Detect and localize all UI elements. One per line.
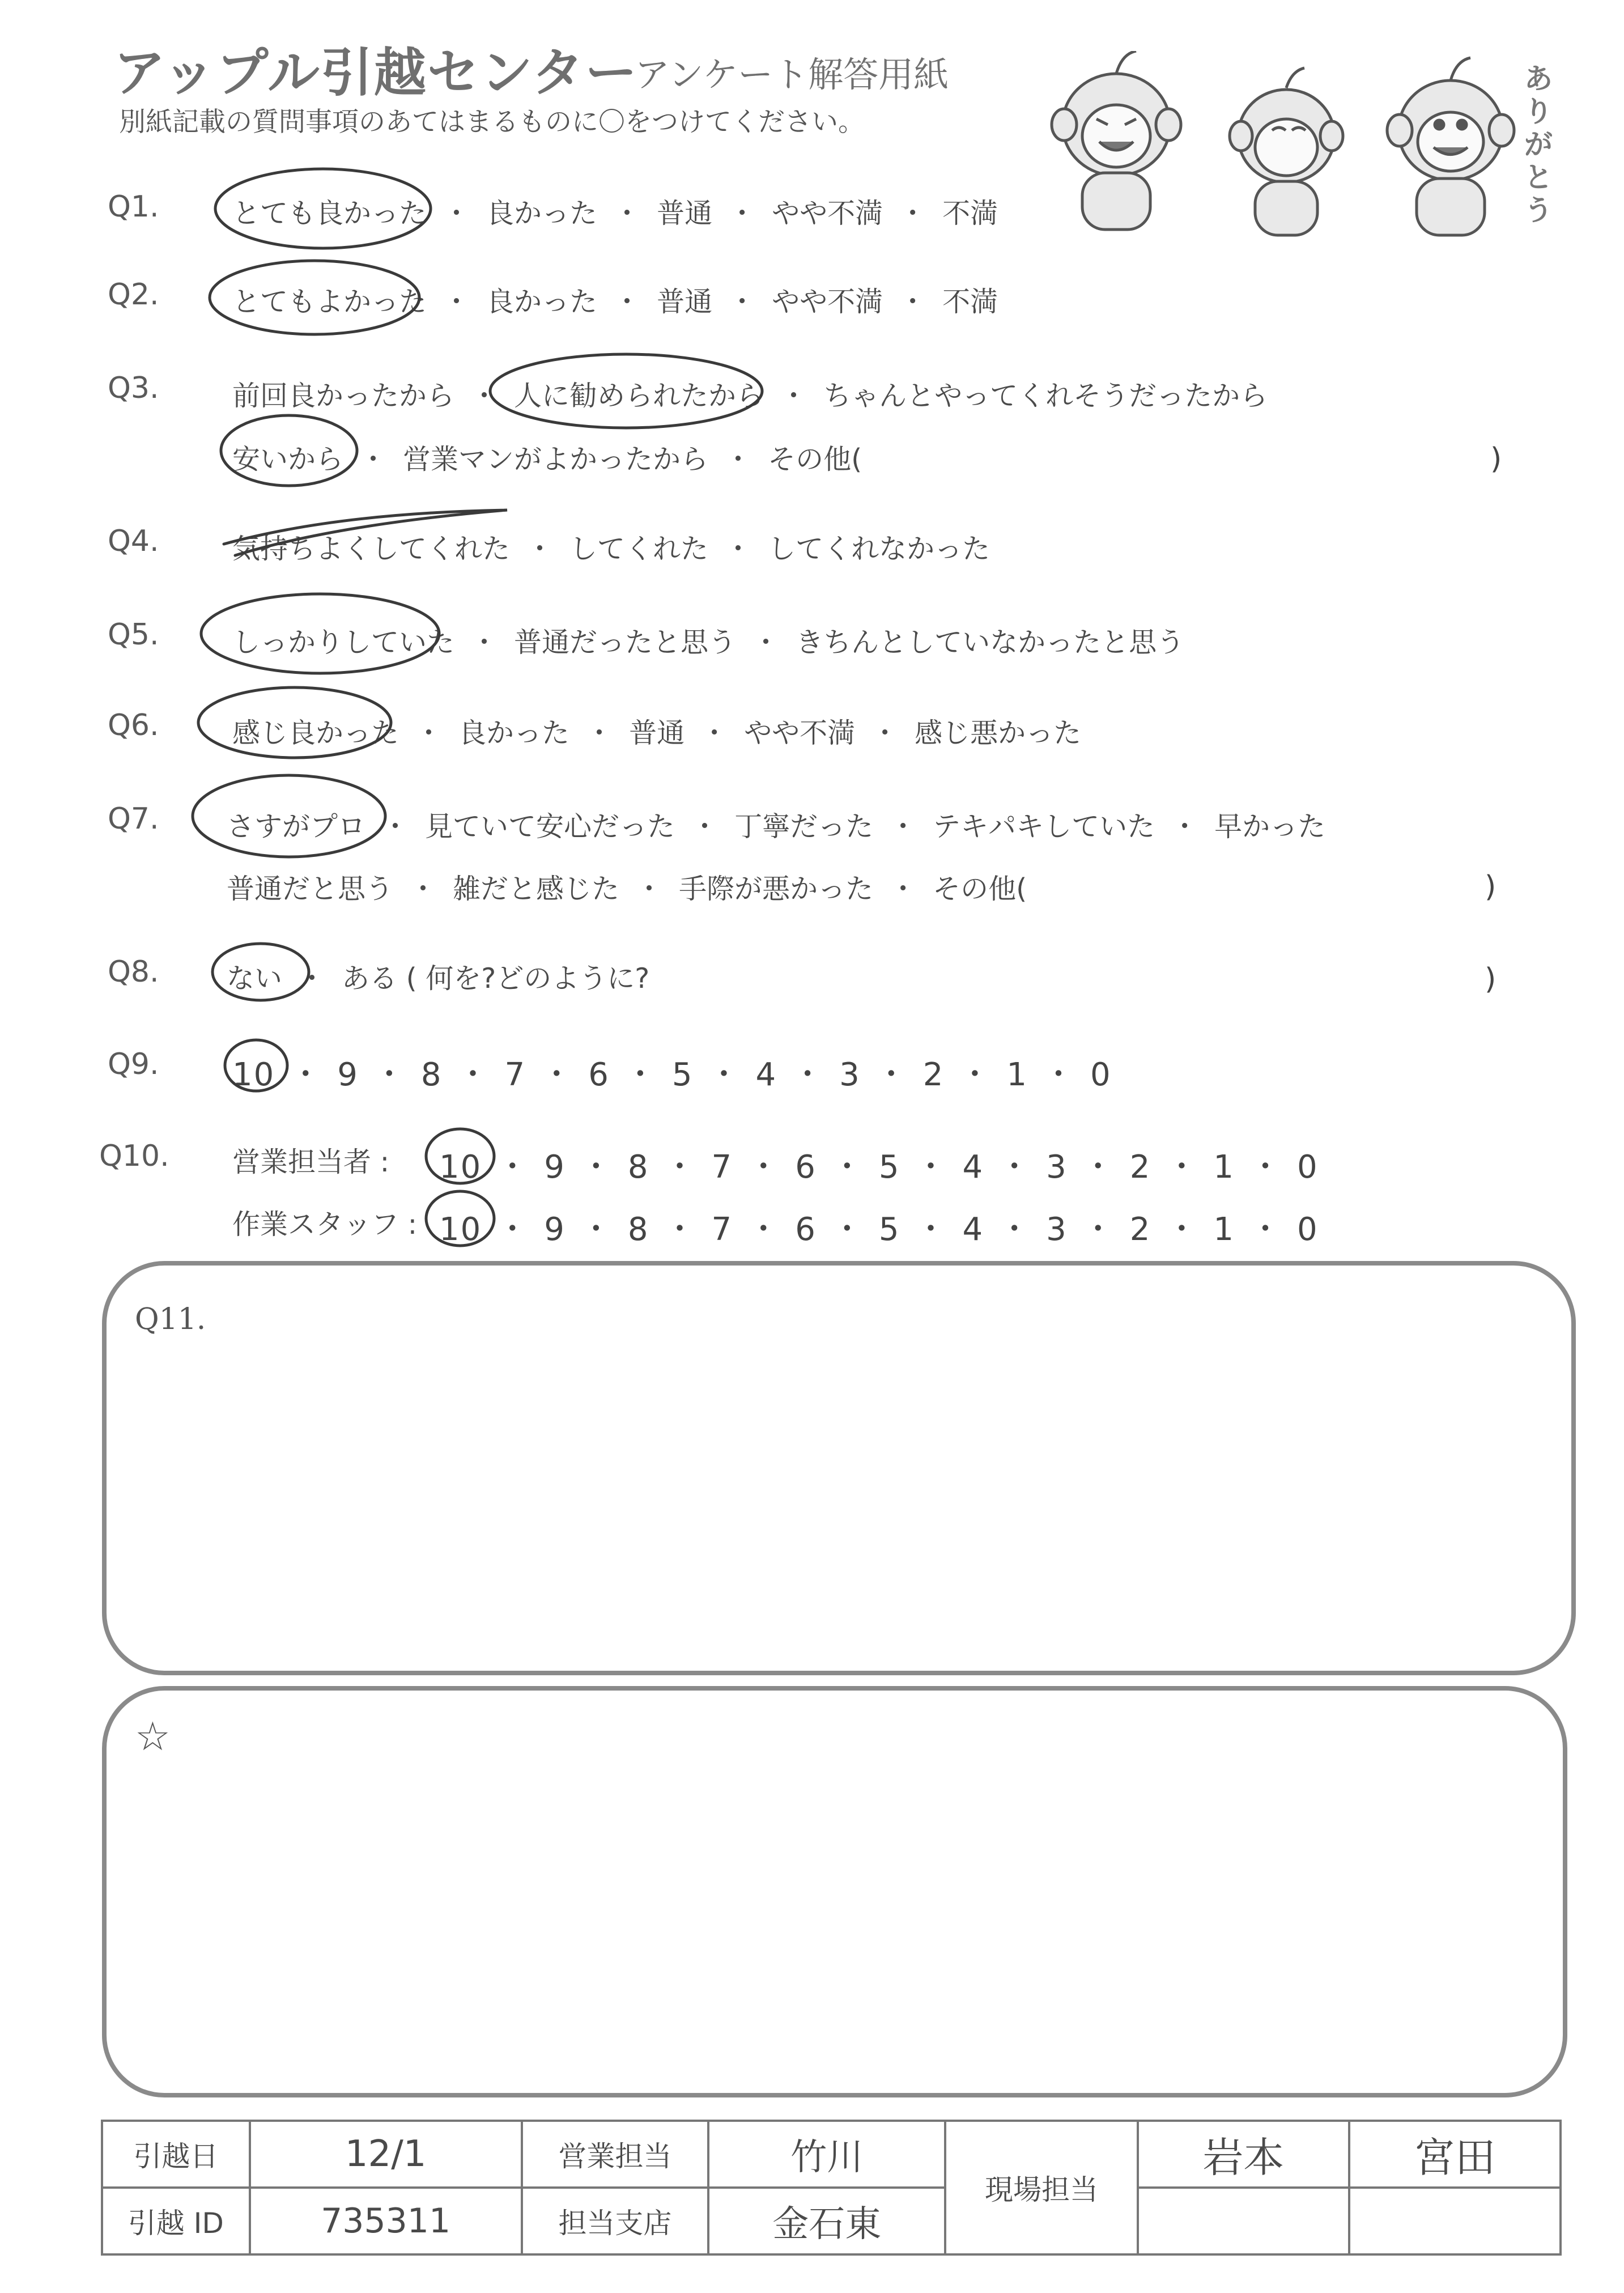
q3-option-5[interactable]: 営業マンがよかったから xyxy=(403,443,709,475)
q2-option-5[interactable]: 不満 xyxy=(942,286,998,318)
q3-option-6[interactable]: その他( xyxy=(768,443,862,475)
q2-option-1[interactable]: とてもよかった xyxy=(232,286,427,318)
q8-close-paren: ) xyxy=(1485,962,1497,996)
q10-sales-score-1[interactable]: 1 xyxy=(1213,1149,1235,1186)
q6-option-4[interactable]: やや不満 xyxy=(744,717,856,749)
q9-score-1[interactable]: 1 xyxy=(1006,1056,1028,1093)
q10-staff-score-0[interactable]: 0 xyxy=(1297,1211,1319,1248)
q7-option-2[interactable]: 見ていて安心だった xyxy=(425,810,675,843)
q6-circle-mark xyxy=(198,687,391,758)
q3-option-4[interactable]: 安いから xyxy=(232,443,344,475)
q10-sales-score-8[interactable]: 8 xyxy=(627,1149,649,1186)
q10-staff-score-2[interactable]: 2 xyxy=(1129,1211,1151,1248)
q7-options-line1: さすがプロ ・ 見ていて安心だった ・ 丁寧だった ・ テキパキしていた ・ 早かった xyxy=(227,810,1326,843)
sales-rep-value[interactable]: 竹川 xyxy=(708,2121,945,2188)
q8-number: Q8. xyxy=(108,955,159,989)
q10-sales-score-5[interactable]: 5 xyxy=(878,1149,900,1186)
q10-staff-score-9[interactable]: 9 xyxy=(544,1211,566,1248)
q5-circle-mark xyxy=(201,594,439,673)
site-staff-empty-2[interactable] xyxy=(1349,2188,1561,2254)
q3-number: Q3. xyxy=(108,371,159,405)
q2-option-4[interactable]: やや不満 xyxy=(772,286,883,318)
q10-sales-circle-mark xyxy=(426,1129,494,1183)
form-subtitle: アンケート解答用紙 xyxy=(635,54,949,95)
q3-close-paren: ) xyxy=(1490,442,1502,476)
q10-sales-score-2[interactable]: 2 xyxy=(1129,1149,1151,1186)
q9-score-5[interactable]: 5 xyxy=(671,1056,694,1093)
branch-label: 担当支店 xyxy=(522,2188,708,2254)
q6-option-2[interactable]: 良かった xyxy=(458,717,570,749)
q10-staff-score-6[interactable]: 6 xyxy=(795,1211,817,1248)
q1-option-2[interactable]: 良かった xyxy=(486,197,598,230)
q4-number: Q4. xyxy=(108,524,159,558)
q10-staff-score-1[interactable]: 1 xyxy=(1213,1211,1235,1248)
q10-sales-score-4[interactable]: 4 xyxy=(962,1149,984,1186)
q9-score-0[interactable]: 0 xyxy=(1090,1056,1112,1093)
q10-staff-scale: 10 ・ 9 ・ 8 ・ 7 ・ 6 ・ 5 ・ 4 ・ 3 ・ 2 ・ 1 ・ 0 xyxy=(439,1211,1319,1248)
q5-option-3[interactable]: きちんとしていなかったと思う xyxy=(796,626,1185,659)
q1-option-1[interactable]: とても良かった xyxy=(232,197,427,230)
q5-number: Q5. xyxy=(108,618,159,652)
q7-option-5[interactable]: 早かった xyxy=(1214,810,1326,843)
q7-option-6[interactable]: 普通だと思う xyxy=(227,873,394,905)
q6-number: Q6. xyxy=(108,708,159,742)
q10-sales-score-9[interactable]: 9 xyxy=(544,1149,566,1186)
site-staff-label: 現場担当 xyxy=(945,2121,1137,2254)
form-title: アップル引越センター xyxy=(113,43,639,103)
q10-sales-label: 営業担当者 : xyxy=(232,1146,390,1178)
q6-options: 感じ良かった ・ 良かった ・ 普通 ・ やや不満 ・ 感じ悪かった xyxy=(232,717,1082,749)
q11-label: Q11. xyxy=(135,1302,206,1336)
q9-scale: 10 ・ 9 ・ 8 ・ 7 ・ 6 ・ 5 ・ 4 ・ 3 ・ 2 ・ 1 ・ 0 xyxy=(232,1056,1112,1093)
q1-option-4[interactable]: やや不満 xyxy=(772,197,883,230)
q10-staff-score-5[interactable]: 5 xyxy=(878,1211,900,1248)
q7-option-7[interactable]: 雑だと感じた xyxy=(453,873,620,905)
q9-score-4[interactable]: 4 xyxy=(755,1056,777,1093)
q7-options-line2: 普通だと思う ・ 雑だと感じた ・ 手際が悪かった ・ その他( xyxy=(227,873,1027,905)
q5-option-1[interactable]: しっかりしていた xyxy=(232,626,455,659)
q9-score-2[interactable]: 2 xyxy=(922,1056,945,1093)
q3-circle-mark-2 xyxy=(221,415,357,486)
site-staff-value-2[interactable]: 宮田 xyxy=(1349,2121,1561,2188)
q2-number: Q2. xyxy=(108,278,159,312)
q9-score-3[interactable]: 3 xyxy=(839,1056,861,1093)
q1-number: Q1. xyxy=(108,190,159,224)
q8-circle-mark xyxy=(212,944,309,1000)
move-id-label: 引越 ID xyxy=(102,2188,250,2254)
q6-option-1[interactable]: 感じ良かった xyxy=(232,717,399,749)
q4-options: 気持ちよくしてくれた ・ してくれた ・ してくれなかった xyxy=(232,533,990,565)
q3-option-1[interactable]: 前回良かったから xyxy=(232,380,455,412)
q9-score-9[interactable]: 9 xyxy=(337,1056,359,1093)
q8-option-2[interactable]: ある ( 何を?どのように? xyxy=(342,962,650,995)
q10-sales-score-6[interactable]: 6 xyxy=(795,1149,817,1186)
q8-options: ない ・ ある ( 何を?どのように? xyxy=(227,962,650,995)
q9-score-8[interactable]: 8 xyxy=(420,1056,443,1093)
q1-options: とても良かった ・ 良かった ・ 普通 ・ やや不満 ・ 不満 xyxy=(232,197,998,230)
q2-circle-mark xyxy=(210,261,419,334)
q10-staff-score-8[interactable]: 8 xyxy=(627,1211,649,1248)
q7-circle-mark xyxy=(193,775,385,857)
q4-option-3[interactable]: してくれなかった xyxy=(768,533,990,565)
form-instructions: 別紙記載の質問事項のあてはまるものに〇をつけてください。 xyxy=(119,107,865,138)
sales-rep-label: 営業担当 xyxy=(522,2121,708,2188)
q10-sales-score-3[interactable]: 3 xyxy=(1046,1149,1068,1186)
q3-options-line2: 安いから ・ 営業マンがよかったから ・ その他( xyxy=(232,443,862,475)
q4-option-1[interactable]: 気持ちよくしてくれた xyxy=(232,533,511,565)
q10-staff-score-7[interactable]: 7 xyxy=(711,1211,733,1248)
q9-circle-mark xyxy=(225,1040,287,1091)
move-date-value[interactable]: 12/1 xyxy=(250,2121,522,2188)
q10-sales-scale: 10 ・ 9 ・ 8 ・ 7 ・ 6 ・ 5 ・ 4 ・ 3 ・ 2 ・ 1 ・ 0 xyxy=(439,1149,1319,1186)
q2-options: とてもよかった ・ 良かった ・ 普通 ・ やや不満 ・ 不満 xyxy=(232,286,998,318)
move-id-value[interactable]: 735311 xyxy=(250,2188,522,2254)
q7-close-paren: ) xyxy=(1485,870,1497,904)
branch-value[interactable]: 金石東 xyxy=(708,2188,945,2254)
move-date-label: 引越日 xyxy=(102,2121,250,2188)
info-table xyxy=(101,2120,1562,2256)
q1-circle-mark xyxy=(215,169,431,248)
q3-options-line1: 前回良かったから ・ 人に勧められたから ・ ちゃんとやってくれそうだったから xyxy=(232,380,1268,412)
q9-score-6[interactable]: 6 xyxy=(588,1056,610,1093)
q10-sales-score-10[interactable]: 10 xyxy=(439,1149,482,1186)
q7-option-4[interactable]: テキパキしていた xyxy=(933,810,1155,843)
q1-option-5[interactable]: 不満 xyxy=(942,197,998,230)
q4-option-2[interactable]: してくれた xyxy=(569,533,709,565)
q8-option-1[interactable]: ない xyxy=(227,962,283,995)
q7-option-8[interactable]: 手際が悪かった xyxy=(679,873,874,905)
site-staff-value-1[interactable]: 岩本 xyxy=(1138,2121,1349,2188)
q7-option-9[interactable]: その他( xyxy=(933,873,1027,905)
site-staff-empty-1[interactable] xyxy=(1138,2188,1349,2254)
q9-number: Q9. xyxy=(108,1047,159,1081)
q6-option-5[interactable]: 感じ悪かった xyxy=(915,717,1082,749)
q7-option-3[interactable]: 丁寧だった xyxy=(734,810,874,843)
q7-number: Q7. xyxy=(108,802,159,836)
star-icon: ☆ xyxy=(135,1713,171,1760)
q7-option-1[interactable]: さすがプロ xyxy=(227,810,366,843)
q10-sales-score-0[interactable]: 0 xyxy=(1297,1149,1319,1186)
q9-score-10[interactable]: 10 xyxy=(232,1056,275,1093)
q6-option-3[interactable]: 普通 xyxy=(629,717,685,749)
q1-option-3[interactable]: 普通 xyxy=(657,197,713,230)
q5-options: しっかりしていた ・ 普通だったと思う ・ きちんとしていなかったと思う xyxy=(232,626,1185,659)
q5-option-2[interactable]: 普通だったと思う xyxy=(514,626,737,659)
q3-circle-mark-1 xyxy=(490,354,762,428)
q2-option-3[interactable]: 普通 xyxy=(657,286,713,318)
q3-option-3[interactable]: ちゃんとやってくれそうだったから xyxy=(823,380,1268,412)
q10-staff-score-4[interactable]: 4 xyxy=(962,1211,984,1248)
q10-staff-score-10[interactable]: 10 xyxy=(439,1211,482,1248)
q10-number: Q10. xyxy=(99,1139,169,1173)
q10-staff-score-3[interactable]: 3 xyxy=(1046,1211,1068,1248)
q4-circle-mark xyxy=(224,510,507,555)
q3-option-2[interactable]: 人に勧められたから xyxy=(514,380,764,412)
q9-score-7[interactable]: 7 xyxy=(504,1056,526,1093)
q10-sales-score-7[interactable]: 7 xyxy=(711,1149,733,1186)
q10-staff-label: 作業スタッフ : xyxy=(232,1208,418,1241)
q10-staff-circle-mark xyxy=(426,1191,494,1246)
thanks-text: ありがとう xyxy=(1524,62,1553,227)
q2-option-2[interactable]: 良かった xyxy=(486,286,598,318)
